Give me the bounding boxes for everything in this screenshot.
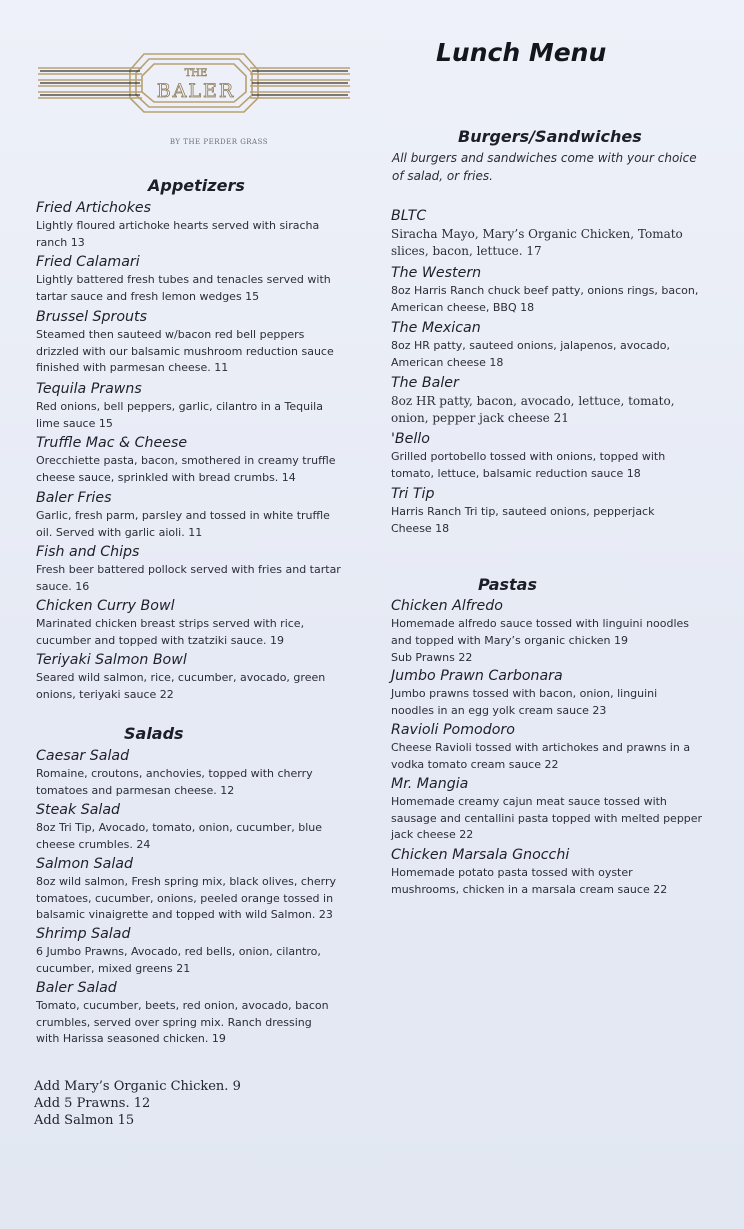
item-name: The Western (391, 265, 482, 281)
item-desc: 8oz HR patty, bacon, avocado, lettuce, tomato, onion, pepper jack cheese 21 (391, 394, 675, 425)
menu-item (36, 748, 332, 799)
item-desc: Marinated chicken breast strips served with rice, cucumber and topped with tzatziki sauce. 19 (36, 617, 305, 647)
item-name: The Baler (391, 375, 459, 391)
item-name: Steak Salad (36, 802, 121, 818)
item-name: Tequila Prawns (36, 381, 142, 397)
appetizers-heading: Appetizers (148, 176, 245, 195)
menu-item (36, 926, 336, 977)
menu-item (36, 254, 336, 305)
menu-item (391, 598, 701, 667)
menu-item (391, 320, 691, 371)
menu-item (391, 208, 701, 260)
menu-item (36, 309, 342, 377)
item-extra: Sub Prawns 22 (391, 651, 473, 664)
menu-item (36, 598, 336, 649)
menu-item (391, 668, 691, 719)
item-name: Tri Tip (391, 486, 435, 502)
menu-item (36, 435, 346, 486)
burgers-note: All burgers and sandwiches come with your choice of salad, or fries. (392, 151, 697, 183)
add-on-chicken: Add Mary’s Organic Chicken. 9 (34, 1079, 241, 1094)
menu-item (36, 200, 346, 251)
item-name: Baler Salad (36, 980, 117, 996)
item-desc: Steamed then sauteed w/bacon red bell peppers drizzled with our balsamic mushroom reduction sauce finished with parmesan cheese. 11 (36, 328, 334, 374)
burgers-heading: Burgers/Sandwiches (458, 127, 642, 146)
menu-item (391, 265, 701, 316)
item-desc: Lightly floured artichoke hearts served with siracha ranch 13 (36, 219, 320, 249)
add-on-prawns: Add 5 Prawns. 12 (34, 1096, 151, 1111)
item-desc: Orecchiette pasta, bacon, smothered in creamy truffle cheese sauce, sprinkled with bread crumbs. 14 (36, 454, 336, 484)
add-ons-list (34, 1078, 241, 1129)
item-name: Brussel Sprouts (36, 309, 147, 325)
baler-logo (36, 46, 352, 158)
item-desc: 8oz wild salmon, Fresh spring mix, black olives, cherry tomatoes, cucumber, onions, peeled orange tossed in balsamic vinaigrette and topped with wild Salmon. 23 (36, 875, 337, 921)
menu-item (36, 802, 332, 853)
item-desc: Homemade alfredo sauce tossed with linguini noodles and topped with Mary’s organic chicken 19 (391, 617, 690, 647)
menu-item (391, 776, 707, 844)
add-on-salmon: Add Salmon 15 (34, 1113, 135, 1128)
menu-item (391, 486, 681, 537)
item-name: Baler Fries (36, 490, 112, 506)
item-desc: 6 Jumbo Prawns, Avocado, red bells, onion, cilantro, cucumber, mixed greens 21 (36, 945, 321, 975)
menu-item (391, 722, 701, 773)
logo-word-the: THE (184, 68, 208, 79)
item-desc: Homemade potato pasta tossed with oyster mushrooms, chicken in a marsala cream sauce 22 (391, 866, 668, 896)
art-deco-logo-graphic (36, 46, 352, 136)
item-name: Truffle Mac & Cheese (36, 435, 188, 451)
menu-item (36, 490, 336, 541)
item-desc: Seared wild salmon, rice, cucumber, avocado, green onions, teriyaki sauce 22 (36, 671, 326, 701)
item-name: Chicken Curry Bowl (36, 598, 175, 614)
item-name: Caesar Salad (36, 748, 130, 764)
pastas-heading: Pastas (478, 575, 537, 594)
item-name: Fried Artichokes (36, 200, 152, 216)
menu-item (36, 544, 346, 595)
item-name: Chicken Alfredo (391, 598, 503, 614)
item-name: Fish and Chips (36, 544, 140, 560)
item-name: Jumbo Prawn Carbonara (391, 668, 563, 684)
menu-item (36, 856, 342, 924)
item-name: BLTC (391, 208, 427, 224)
menu-item (36, 652, 336, 703)
logo-tagline: BY THE PERDER GRASS (169, 138, 269, 146)
item-desc: 8oz Harris Ranch chuck beef patty, onions rings, bacon, American cheese, BBQ 18 (391, 284, 699, 314)
item-name: Salmon Salad (36, 856, 133, 872)
item-desc: Tomato, cucumber, beets, red onion, avocado, bacon crumbles, served over spring mix. Ranch dressing with Harissa seasoned chicken. 19 (36, 999, 329, 1045)
item-name: 'Bello (391, 431, 430, 447)
item-name: Fried Calamari (36, 254, 140, 270)
item-desc: Harris Ranch Tri tip, sauteed onions, pepperjack Cheese 18 (391, 505, 655, 535)
item-name: Shrimp Salad (36, 926, 131, 942)
item-desc: Homemade creamy cajun meat sauce tossed with sausage and centallini pasta topped with melted pepper jack cheese 22 (391, 795, 703, 841)
item-desc: 8oz HR patty, sauteed onions, jalapenos, avocado, American cheese 18 (391, 339, 670, 369)
menu-item (391, 847, 691, 898)
item-name: The Mexican (391, 320, 481, 336)
item-desc: Lightly battered fresh tubes and tenacles served with tartar sauce and fresh lemon wedges 15 (36, 273, 331, 303)
menu-item (391, 431, 691, 482)
item-desc: Romaine, croutons, anchovies, topped with cherry tomatoes and parmesan cheese. 12 (36, 767, 313, 797)
item-name: Teriyaki Salmon Bowl (36, 652, 187, 668)
item-name: Mr. Mangia (391, 776, 469, 792)
item-desc: Grilled portobello tossed with onions, topped with tomato, lettuce, balsamic reduction sauce 18 (391, 450, 666, 480)
item-desc: Cheese Ravioli tossed with artichokes and prawns in a vodka tomato cream sauce 22 (391, 741, 691, 771)
menu-item (391, 375, 701, 427)
page-title: Lunch Menu (436, 38, 607, 67)
logo-word-baler: BALER (156, 80, 236, 102)
item-desc: Siracha Mayo, Mary’s Organic Chicken, Tomato slices, bacon, lettuce. 17 (391, 227, 683, 258)
item-desc: Jumbo prawns tossed with bacon, onion, linguini noodles in an egg yolk cream sauce 23 (391, 687, 658, 717)
salads-heading: Salads (124, 724, 184, 743)
item-name: Ravioli Pomodoro (391, 722, 515, 738)
menu-item (36, 980, 338, 1048)
menu-item (36, 381, 336, 432)
item-desc: 8oz Tri Tip, Avocado, tomato, onion, cucumber, blue cheese crumbles. 24 (36, 821, 322, 851)
item-name: Chicken Marsala Gnocchi (391, 847, 570, 863)
item-desc: Garlic, fresh parm, parsley and tossed in white truffle oil. Served with garlic aioli. 11 (36, 509, 330, 539)
item-desc: Red onions, bell peppers, garlic, cilantro in a Tequila lime sauce 15 (36, 400, 323, 430)
item-desc: Fresh beer battered pollock served with fries and tartar sauce. 16 (36, 563, 341, 593)
